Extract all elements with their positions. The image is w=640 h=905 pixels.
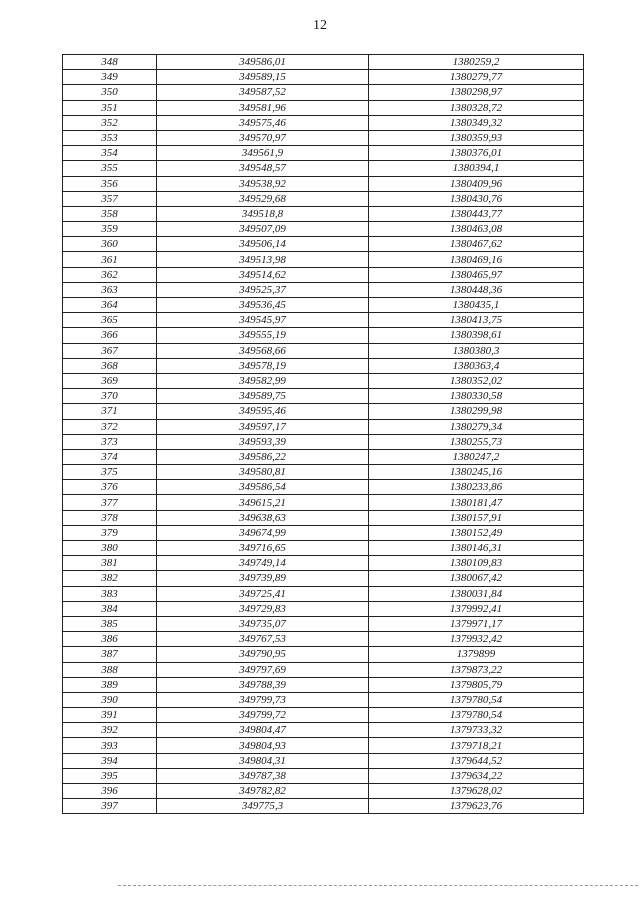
point-number-cell: 374 [63,449,157,464]
table-row [63,100,584,115]
point-number-cell: 379 [63,525,157,540]
point-number-cell: 388 [63,662,157,677]
y-coordinate-cell: 1380435,1 [369,298,584,313]
x-coordinate-cell: 349716,65 [157,541,369,556]
x-coordinate-cell: 349586,54 [157,480,369,495]
table-row [63,191,584,206]
table-row [63,434,584,449]
y-coordinate-cell: 1380467,62 [369,237,584,252]
table-row [63,647,584,662]
table-row [63,541,584,556]
point-number-cell: 393 [63,738,157,753]
y-coordinate-cell: 1380363,4 [369,358,584,373]
x-coordinate-cell: 349739,89 [157,571,369,586]
point-number-cell: 358 [63,206,157,221]
y-coordinate-cell: 1379971,17 [369,616,584,631]
y-coordinate-cell: 1379634,22 [369,768,584,783]
x-coordinate-cell: 349804,31 [157,753,369,768]
table-row [63,222,584,237]
point-number-cell: 387 [63,647,157,662]
table-row [63,662,584,677]
table-row [63,161,584,176]
table-row [63,358,584,373]
y-coordinate-cell: 1380181,47 [369,495,584,510]
table-row [63,85,584,100]
point-number-cell: 386 [63,632,157,647]
y-coordinate-cell: 1380031,84 [369,586,584,601]
y-coordinate-cell: 1380109,83 [369,556,584,571]
table-row [63,571,584,586]
x-coordinate-cell: 349536,45 [157,298,369,313]
x-coordinate-cell: 349570,97 [157,130,369,145]
point-number-cell: 372 [63,419,157,434]
x-coordinate-cell: 349595,46 [157,404,369,419]
page-bottom-divider [118,885,638,886]
point-number-cell: 349 [63,70,157,85]
table-row [63,601,584,616]
table-body [63,55,584,814]
y-coordinate-cell: 1380469,16 [369,252,584,267]
table-row [63,176,584,191]
x-coordinate-cell: 349593,39 [157,434,369,449]
y-coordinate-cell: 1380376,01 [369,146,584,161]
y-coordinate-cell: 1380146,31 [369,541,584,556]
x-coordinate-cell: 349775,3 [157,799,369,814]
table-row [63,252,584,267]
table-row [63,480,584,495]
point-number-cell: 359 [63,222,157,237]
point-number-cell: 348 [63,55,157,70]
y-coordinate-cell: 1380413,75 [369,313,584,328]
x-coordinate-cell: 349735,07 [157,616,369,631]
x-coordinate-cell: 349799,73 [157,692,369,707]
point-number-cell: 368 [63,358,157,373]
y-coordinate-cell: 1379992,41 [369,601,584,616]
y-coordinate-cell: 1380245,16 [369,465,584,480]
point-number-cell: 351 [63,100,157,115]
x-coordinate-cell: 349578,19 [157,358,369,373]
x-coordinate-cell: 349555,19 [157,328,369,343]
y-coordinate-cell: 1380279,34 [369,419,584,434]
x-coordinate-cell: 349529,68 [157,191,369,206]
y-coordinate-cell: 1379780,54 [369,692,584,707]
point-number-cell: 397 [63,799,157,814]
x-coordinate-cell: 349561,9 [157,146,369,161]
point-number-cell: 350 [63,85,157,100]
table-row [63,298,584,313]
x-coordinate-cell: 349582,99 [157,373,369,388]
y-coordinate-cell: 1379873,22 [369,662,584,677]
y-coordinate-cell: 1380409,96 [369,176,584,191]
point-number-cell: 396 [63,784,157,799]
table-row [63,282,584,297]
x-coordinate-cell: 349804,93 [157,738,369,753]
y-coordinate-cell: 1380247,2 [369,449,584,464]
table-row [63,799,584,814]
page-number: 12 [313,18,327,33]
x-coordinate-cell: 349674,99 [157,525,369,540]
y-coordinate-cell: 1379932,42 [369,632,584,647]
y-coordinate-cell: 1380259,2 [369,55,584,70]
point-number-cell: 352 [63,115,157,130]
table-row [63,130,584,145]
table-row [63,313,584,328]
y-coordinate-cell: 1380430,76 [369,191,584,206]
point-number-cell: 373 [63,434,157,449]
x-coordinate-cell: 349586,01 [157,55,369,70]
x-coordinate-cell: 349580,81 [157,465,369,480]
x-coordinate-cell: 349518,8 [157,206,369,221]
table-row [63,419,584,434]
point-number-cell: 367 [63,343,157,358]
point-number-cell: 356 [63,176,157,191]
point-number-cell: 370 [63,389,157,404]
point-number-cell: 353 [63,130,157,145]
table-row [63,677,584,692]
y-coordinate-cell: 1380067,42 [369,571,584,586]
table-row [63,389,584,404]
y-coordinate-cell: 1380463,08 [369,222,584,237]
y-coordinate-cell: 1380448,36 [369,282,584,297]
x-coordinate-cell: 349506,14 [157,237,369,252]
table-row [63,465,584,480]
y-coordinate-cell: 1380233,86 [369,480,584,495]
x-coordinate-cell: 349514,62 [157,267,369,282]
y-coordinate-cell: 1380330,58 [369,389,584,404]
y-coordinate-cell: 1380359,93 [369,130,584,145]
y-coordinate-cell: 1380328,72 [369,100,584,115]
point-number-cell: 381 [63,556,157,571]
y-coordinate-cell: 1379623,76 [369,799,584,814]
x-coordinate-cell: 349729,83 [157,601,369,616]
x-coordinate-cell: 349587,52 [157,85,369,100]
y-coordinate-cell: 1380279,77 [369,70,584,85]
table-row [63,632,584,647]
table-row [63,328,584,343]
table-row [63,556,584,571]
x-coordinate-cell: 349790,95 [157,647,369,662]
point-number-cell: 380 [63,541,157,556]
point-number-cell: 366 [63,328,157,343]
y-coordinate-cell: 1379780,54 [369,708,584,723]
x-coordinate-cell: 349507,09 [157,222,369,237]
x-coordinate-cell: 349548,57 [157,161,369,176]
table-row [63,738,584,753]
table-row [63,586,584,601]
point-number-cell: 357 [63,191,157,206]
y-coordinate-cell: 1380380,3 [369,343,584,358]
point-number-cell: 383 [63,586,157,601]
x-coordinate-cell: 349749,14 [157,556,369,571]
y-coordinate-cell: 1380394,1 [369,161,584,176]
table-row [63,267,584,282]
point-number-cell: 371 [63,404,157,419]
point-number-cell: 362 [63,267,157,282]
point-number-cell: 377 [63,495,157,510]
y-coordinate-cell: 1380465,97 [369,267,584,282]
x-coordinate-cell: 349725,41 [157,586,369,601]
point-number-cell: 364 [63,298,157,313]
table-row [63,708,584,723]
coordinates-table [62,54,584,814]
point-number-cell: 360 [63,237,157,252]
x-coordinate-cell: 349581,96 [157,100,369,115]
y-coordinate-cell: 1379718,21 [369,738,584,753]
point-number-cell: 384 [63,601,157,616]
point-number-cell: 375 [63,465,157,480]
point-number-cell: 365 [63,313,157,328]
y-coordinate-cell: 1380349,32 [369,115,584,130]
point-number-cell: 389 [63,677,157,692]
table-row [63,723,584,738]
y-coordinate-cell: 1380443,77 [369,206,584,221]
point-number-cell: 382 [63,571,157,586]
point-number-cell: 385 [63,616,157,631]
point-number-cell: 390 [63,692,157,707]
y-coordinate-cell: 1380398,61 [369,328,584,343]
point-number-cell: 361 [63,252,157,267]
y-coordinate-cell: 1379628,02 [369,784,584,799]
point-number-cell: 363 [63,282,157,297]
table-row [63,495,584,510]
x-coordinate-cell: 349589,15 [157,70,369,85]
table-row [63,784,584,799]
table-row [63,753,584,768]
x-coordinate-cell: 349545,97 [157,313,369,328]
y-coordinate-cell: 1380299,98 [369,404,584,419]
point-number-cell: 395 [63,768,157,783]
table-row [63,206,584,221]
x-coordinate-cell: 349787,38 [157,768,369,783]
table-row [63,70,584,85]
x-coordinate-cell: 349799,72 [157,708,369,723]
table-row [63,115,584,130]
y-coordinate-cell: 1380157,91 [369,510,584,525]
x-coordinate-cell: 349797,69 [157,662,369,677]
x-coordinate-cell: 349788,39 [157,677,369,692]
x-coordinate-cell: 349589,75 [157,389,369,404]
x-coordinate-cell: 349767,53 [157,632,369,647]
x-coordinate-cell: 349638,63 [157,510,369,525]
y-coordinate-cell: 1380152,49 [369,525,584,540]
table-row [63,692,584,707]
y-coordinate-cell: 1379733,32 [369,723,584,738]
y-coordinate-cell: 1379805,79 [369,677,584,692]
point-number-cell: 378 [63,510,157,525]
x-coordinate-cell: 349615,21 [157,495,369,510]
x-coordinate-cell: 349804,47 [157,723,369,738]
point-number-cell: 376 [63,480,157,495]
x-coordinate-cell: 349568,66 [157,343,369,358]
point-number-cell: 355 [63,161,157,176]
table-row [63,768,584,783]
table-row [63,510,584,525]
x-coordinate-cell: 349586,22 [157,449,369,464]
point-number-cell: 391 [63,708,157,723]
point-number-cell: 394 [63,753,157,768]
table-row [63,449,584,464]
x-coordinate-cell: 349575,46 [157,115,369,130]
point-number-cell: 392 [63,723,157,738]
table-row [63,343,584,358]
table-row [63,525,584,540]
x-coordinate-cell: 349597,17 [157,419,369,434]
table-row [63,404,584,419]
x-coordinate-cell: 349782,82 [157,784,369,799]
point-number-cell: 354 [63,146,157,161]
x-coordinate-cell: 349513,98 [157,252,369,267]
table-row [63,616,584,631]
y-coordinate-cell: 1380298,97 [369,85,584,100]
y-coordinate-cell: 1379644,52 [369,753,584,768]
y-coordinate-cell: 1379899 [369,647,584,662]
table-row [63,237,584,252]
table-row [63,373,584,388]
y-coordinate-cell: 1380352,02 [369,373,584,388]
x-coordinate-cell: 349525,37 [157,282,369,297]
x-coordinate-cell: 349538,92 [157,176,369,191]
table-row [63,146,584,161]
point-number-cell: 369 [63,373,157,388]
table-row [63,55,584,70]
y-coordinate-cell: 1380255,73 [369,434,584,449]
